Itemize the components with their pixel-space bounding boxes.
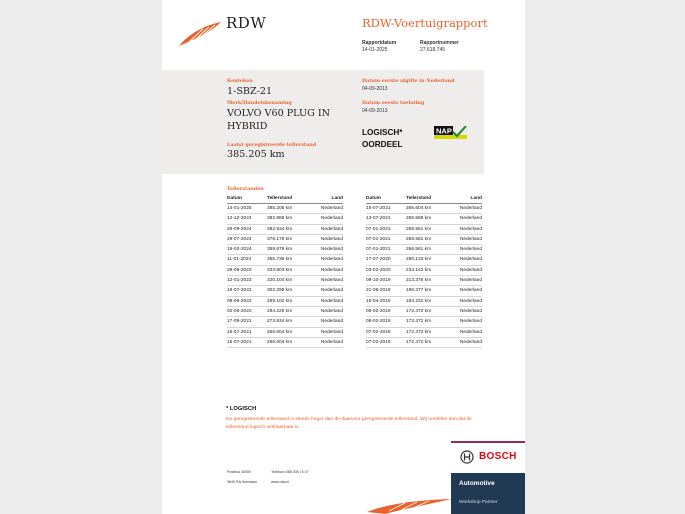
cell-odometer: 172.472 km (406, 327, 454, 337)
cell-odometer: 302.295 km (267, 286, 315, 296)
cell-country: Nederland (315, 224, 343, 234)
verdict (362, 127, 403, 151)
cell-odometer: 234.143 km (406, 265, 454, 275)
cell-country: Nederland (315, 306, 343, 316)
cell-country: Nederland (315, 255, 343, 265)
report-date-value: 14-01-2025 (362, 47, 388, 53)
vehicle-summary (162, 70, 484, 174)
cell-odometer: 359.679 km (267, 245, 315, 255)
cell-odometer: 196.377 km (406, 286, 454, 296)
col-date: Datum (227, 195, 267, 204)
cell-country: Nederland (315, 337, 343, 347)
cell-odometer: 266.604 km (267, 327, 315, 337)
bosch-partner-block (451, 441, 525, 514)
cell-odometer: 333.803 km (267, 265, 315, 275)
cell-date: 17-07-2020 (366, 255, 406, 265)
cell-date: 07-02-2019 (366, 337, 406, 347)
table-row (227, 245, 343, 255)
make-label: Merk/Handelsbenaming (227, 100, 292, 106)
nap-badge-text: NAP (436, 126, 452, 136)
cell-date: 08-02-2019 (366, 317, 406, 327)
cell-country: Nederland (315, 234, 343, 244)
cell-date: 19-07-2022 (227, 286, 267, 296)
table-row (366, 276, 482, 286)
cell-odometer: 299.102 km (267, 296, 315, 306)
footer-postbus: Postbus 30000 (227, 470, 251, 474)
cell-date: 13-07-2021 (366, 214, 406, 224)
cell-odometer: 382.985 km (267, 214, 315, 224)
cell-date: 08-02-2019 (366, 306, 406, 316)
cell-odometer: 355.736 km (267, 255, 315, 265)
first-issue-label: Datum eerste afgifte in Nederland (362, 78, 455, 84)
cell-date: 12-12-2024 (227, 214, 267, 224)
readings-table-right (366, 195, 482, 348)
report-title: RDW-Voertuigrapport (362, 16, 488, 30)
footer-city: 9640 RA Veendam (227, 480, 257, 484)
table-row (366, 337, 482, 347)
first-admission-value: 04-09-2013 (362, 108, 388, 114)
table-row (227, 337, 343, 347)
cell-date: 09-10-2019 (366, 276, 406, 286)
cell-date: 17-09-2021 (227, 317, 267, 327)
table-row (366, 265, 482, 275)
rdw-logo (177, 20, 223, 48)
cell-odometer: 172.472 km (406, 317, 454, 327)
readings-table-left (227, 195, 343, 348)
cell-country: Nederland (454, 255, 482, 265)
automotive-title: Automotive (459, 480, 495, 487)
cell-date: 28-09-2024 (227, 224, 267, 234)
cell-odometer: 172.472 km (406, 306, 454, 316)
cell-odometer: 376.176 km (267, 234, 315, 244)
plate-value: 1-SBZ-21 (227, 86, 273, 97)
cell-odometer: 266.561 km (406, 245, 454, 255)
cell-odometer: 184.231 km (406, 296, 454, 306)
table-row (227, 286, 343, 296)
cell-odometer: 273.934 km (267, 317, 315, 327)
table-row (366, 306, 482, 316)
footer-web[interactable]: www.rdw.nl (271, 480, 289, 484)
verdict-line-1: LOGISCH* (362, 128, 403, 137)
cell-country: Nederland (454, 276, 482, 286)
table-row (227, 317, 343, 327)
cell-country: Nederland (315, 317, 343, 327)
table-row (227, 296, 343, 306)
cell-country: Nederland (315, 245, 343, 255)
table-row (366, 296, 482, 306)
cell-odometer: 266.561 km (406, 224, 454, 234)
table-row (366, 255, 482, 265)
table-row (227, 255, 343, 265)
cell-date: 29-06-2023 (227, 265, 267, 275)
cell-date: 11-01-2024 (227, 255, 267, 265)
cell-date: 07-02-2019 (366, 327, 406, 337)
cell-date: 12-01-2023 (227, 276, 267, 286)
table-row (366, 214, 482, 224)
cell-country: Nederland (454, 245, 482, 255)
table-row (227, 276, 343, 286)
cell-odometer: 250.133 km (406, 255, 454, 265)
cell-date: 19-02-2024 (227, 245, 267, 255)
verdict-line-2: OORDEEL (362, 140, 403, 149)
cell-country: Nederland (454, 224, 482, 234)
automotive-subtitle: Workshop Partner (459, 500, 498, 505)
footer-phone: Telefoon 088 008 74 47 (271, 470, 309, 474)
col-country: Land (315, 195, 343, 204)
make-line-1: VOLVO V60 PLUG IN (227, 108, 331, 119)
table-row (366, 234, 482, 244)
first-admission-label: Datum eerste toelating (362, 100, 425, 106)
table-row (227, 265, 343, 275)
cell-country: Nederland (454, 327, 482, 337)
cell-country: Nederland (454, 265, 482, 275)
table-row (227, 224, 343, 234)
table-row (227, 204, 343, 214)
table-header-row (366, 195, 482, 204)
footnote-text: De geregistreerde tellerstand is steeds hoger dan de daarvoor geregistreerde tellerstand. Wij oordelen dan dat de tellerstand logisch verklaarbaar is. (226, 417, 472, 430)
cell-date: 15-04-2019 (366, 296, 406, 306)
cell-country: Nederland (454, 296, 482, 306)
cell-date: 15-07-2021 (227, 327, 267, 337)
table-row (366, 204, 482, 214)
bosch-wordmark: BOSCH (479, 451, 517, 462)
cell-date: 21-06-2019 (366, 286, 406, 296)
table-row (366, 317, 482, 327)
cell-odometer: 385.205 km (267, 204, 315, 214)
cell-country: Nederland (315, 214, 343, 224)
bosch-armature-icon (460, 450, 474, 464)
automotive-box (451, 473, 525, 514)
cell-odometer: 266.604 km (267, 337, 315, 347)
cell-odometer: 266.588 km (406, 214, 454, 224)
cell-date: 07-01-2021 (366, 234, 406, 244)
cell-country: Nederland (315, 265, 343, 275)
table-row (366, 224, 482, 234)
nap-check-icon (434, 126, 467, 139)
cell-country: Nederland (315, 296, 343, 306)
footnote-title: * LOGISCH (226, 406, 257, 412)
col-date: Datum (366, 195, 406, 204)
cell-odometer: 320.104 km (267, 276, 315, 286)
report-number-label: Rapportnummer (420, 40, 459, 46)
readings-label: Tellerstanden (227, 186, 264, 192)
cell-country: Nederland (315, 276, 343, 286)
report-number-value: 27.618.745 (420, 47, 446, 53)
odometer-value: 385.205 km (227, 149, 285, 160)
cell-date: 02-05-2022 (227, 306, 267, 316)
cell-country: Nederland (454, 306, 482, 316)
cell-country: Nederland (454, 214, 482, 224)
cell-country: Nederland (454, 337, 482, 347)
cell-date: 07-01-2021 (366, 224, 406, 234)
cell-odometer: 172.472 km (406, 337, 454, 347)
col-odometer: Tellerstand (267, 195, 315, 204)
cell-date: 14-01-2025 (227, 204, 267, 214)
make-line-2: HYBRID (227, 121, 268, 132)
cell-odometer: 294.225 km (267, 306, 315, 316)
report-page (162, 0, 525, 514)
cell-date: 15-07-2021 (227, 337, 267, 347)
bosch-header (451, 441, 525, 475)
cell-date: 03-02-2020 (366, 265, 406, 275)
cell-odometer: 266.604 km (406, 204, 454, 214)
table-row (366, 327, 482, 337)
col-odometer: Tellerstand (406, 195, 454, 204)
cell-country: Nederland (454, 204, 482, 214)
table-header-row (227, 195, 343, 204)
cell-odometer: 213.376 km (406, 276, 454, 286)
odometer-label: Laatst geregistreerde tellerstand (227, 142, 317, 148)
plate-label: Kenteken (227, 78, 253, 84)
cell-country: Nederland (315, 286, 343, 296)
cell-date: 09-06-2022 (227, 296, 267, 306)
cell-country: Nederland (315, 204, 343, 214)
report-date-label: Rapportdatum (362, 40, 397, 46)
table-row (227, 327, 343, 337)
first-issue-value: 04-09-2013 (362, 86, 388, 92)
rdw-swoosh-icon (367, 494, 451, 514)
cell-country: Nederland (454, 317, 482, 327)
cell-date: 15-07-2021 (366, 204, 406, 214)
table-row (227, 214, 343, 224)
table-row (366, 245, 482, 255)
cell-country: Nederland (315, 327, 343, 337)
table-row (366, 286, 482, 296)
cell-country: Nederland (454, 234, 482, 244)
cell-odometer: 382.934 km (267, 224, 315, 234)
cell-country: Nederland (454, 286, 482, 296)
cell-date: 07-01-2021 (366, 245, 406, 255)
table-row (227, 234, 343, 244)
cell-date: 29-07-2024 (227, 234, 267, 244)
cell-odometer: 266.561 km (406, 234, 454, 244)
table-row (227, 306, 343, 316)
brand-name: RDW (226, 14, 267, 32)
col-country: Land (454, 195, 482, 204)
